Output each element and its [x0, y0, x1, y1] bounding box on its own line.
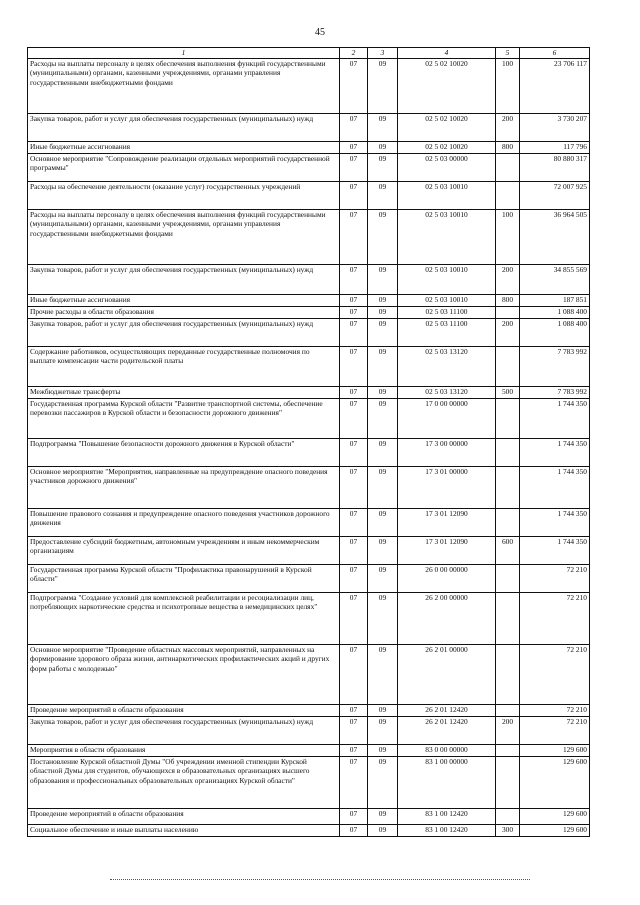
row-expense-type — [496, 509, 520, 537]
table-row — [28, 705, 590, 717]
row-name: Проведение мероприятий в области образования — [28, 705, 340, 717]
row-section: 07 — [340, 825, 368, 837]
row-expense-type — [496, 347, 520, 387]
row-name: Мероприятия в области образования — [28, 745, 340, 757]
row-target-article: 83 0 00 00000 — [398, 745, 496, 757]
row-amount: 72 210 — [520, 705, 590, 717]
row-expense-type — [496, 182, 520, 210]
row-section: 07 — [340, 319, 368, 347]
row-expense-type — [496, 399, 520, 439]
row-section: 07 — [340, 387, 368, 399]
row-name: Закупка товаров, работ и услуг для обеспечения государственных (муниципальных) нужд — [28, 717, 340, 745]
row-expense-type: 600 — [496, 537, 520, 565]
row-expense-type — [496, 645, 520, 705]
row-target-article: 17 3 00 00000 — [398, 439, 496, 467]
row-subsection: 09 — [368, 467, 398, 509]
row-section: 07 — [340, 399, 368, 439]
row-subsection: 09 — [368, 399, 398, 439]
row-amount: 72 007 925 — [520, 182, 590, 210]
row-section: 07 — [340, 809, 368, 825]
row-amount: 72 210 — [520, 717, 590, 745]
row-expense-type: 200 — [496, 265, 520, 295]
row-section: 07 — [340, 537, 368, 565]
row-target-article: 26 2 01 00000 — [398, 645, 496, 705]
row-expense-type — [496, 154, 520, 182]
row-name: Межбюджетные трансферты — [28, 387, 340, 399]
row-expense-type — [496, 809, 520, 825]
row-subsection: 09 — [368, 565, 398, 593]
row-target-article: 02 5 03 13120 — [398, 387, 496, 399]
row-section: 07 — [340, 593, 368, 645]
row-section: 07 — [340, 645, 368, 705]
row-amount: 72 210 — [520, 645, 590, 705]
row-target-article: 83 1 00 12420 — [398, 825, 496, 837]
row-subsection: 09 — [368, 142, 398, 154]
row-name: Основное мероприятие "Сопровождение реализации отдельных мероприятий государственной программы" — [28, 154, 340, 182]
row-amount: 7 783 992 — [520, 387, 590, 399]
row-subsection: 09 — [368, 265, 398, 295]
row-name: Предоставление субсидий бюджетным, автономным учреждениям и иным некоммерческим организациям — [28, 537, 340, 565]
row-section: 07 — [340, 439, 368, 467]
row-name: Прочие расходы в области образования — [28, 307, 340, 319]
row-expense-type: 800 — [496, 142, 520, 154]
row-amount: 34 855 569 — [520, 265, 590, 295]
row-target-article: 02 5 02 10020 — [398, 59, 496, 114]
table-row — [28, 347, 590, 387]
row-amount: 7 783 992 — [520, 347, 590, 387]
row-subsection: 09 — [368, 319, 398, 347]
row-subsection: 09 — [368, 809, 398, 825]
row-subsection: 09 — [368, 439, 398, 467]
budget-table — [27, 47, 590, 837]
table-row — [28, 154, 590, 182]
column-number-row — [28, 48, 590, 59]
table-row — [28, 717, 590, 745]
row-target-article: 02 5 03 11100 — [398, 307, 496, 319]
row-expense-type: 800 — [496, 295, 520, 307]
row-name: Расходы на выплаты персоналу в целях обеспечения выполнения функций государственными (муниципальными) органами, казенными учреждениями, органами управления государственными внебюджетными фондами — [28, 210, 340, 265]
row-target-article: 17 3 01 12090 — [398, 509, 496, 537]
row-expense-type — [496, 307, 520, 319]
row-section: 07 — [340, 210, 368, 265]
row-amount: 117 796 — [520, 142, 590, 154]
footer-dotted-line — [110, 879, 530, 880]
row-subsection: 09 — [368, 154, 398, 182]
table-row — [28, 387, 590, 399]
row-expense-type: 300 — [496, 825, 520, 837]
row-expense-type: 100 — [496, 59, 520, 114]
row-section: 07 — [340, 265, 368, 295]
row-name: Иные бюджетные ассигнования — [28, 142, 340, 154]
row-name: Иные бюджетные ассигнования — [28, 295, 340, 307]
row-target-article: 26 2 01 12420 — [398, 717, 496, 745]
row-amount: 1 088 400 — [520, 319, 590, 347]
table-row — [28, 645, 590, 705]
row-target-article: 02 5 02 10020 — [398, 142, 496, 154]
table-row — [28, 825, 590, 837]
row-expense-type — [496, 565, 520, 593]
row-target-article: 02 5 03 10010 — [398, 295, 496, 307]
row-subsection: 09 — [368, 307, 398, 319]
row-amount: 129 600 — [520, 825, 590, 837]
row-amount: 1 088 400 — [520, 307, 590, 319]
column-number: 4 — [398, 48, 496, 59]
row-name: Расходы на обеспечение деятельности (оказание услуг) государственных учреждений — [28, 182, 340, 210]
table-row — [28, 295, 590, 307]
row-section: 07 — [340, 347, 368, 387]
row-expense-type — [496, 745, 520, 757]
row-name: Постановление Курской областной Думы "Об учреждении именной стипендии Курской областной Думы для студентов, обучающихся в образовательных организациях высшего образования и профессиональных образовательных организациях Курской области" — [28, 757, 340, 809]
row-name: Государственная программа Курской области "Профилактика правонарушений в Курской области" — [28, 565, 340, 593]
row-amount: 1 744 350 — [520, 509, 590, 537]
table-row — [28, 265, 590, 295]
row-subsection: 09 — [368, 509, 398, 537]
row-name: Закупка товаров, работ и услуг для обеспечения государственных (муниципальных) нужд — [28, 265, 340, 295]
row-expense-type — [496, 757, 520, 809]
table-row — [28, 210, 590, 265]
row-subsection: 09 — [368, 757, 398, 809]
column-number: 1 — [28, 48, 340, 59]
row-target-article: 26 2 00 00000 — [398, 593, 496, 645]
table-row — [28, 307, 590, 319]
row-section: 07 — [340, 757, 368, 809]
column-number: 5 — [496, 48, 520, 59]
row-target-article: 02 5 03 11100 — [398, 319, 496, 347]
row-amount: 36 964 505 — [520, 210, 590, 265]
row-subsection: 09 — [368, 537, 398, 565]
table-row — [28, 439, 590, 467]
row-name: Проведение мероприятий в области образования — [28, 809, 340, 825]
row-target-article: 02 5 03 10010 — [398, 210, 496, 265]
row-amount: 23 706 117 — [520, 59, 590, 114]
row-target-article: 02 5 03 00000 — [398, 154, 496, 182]
table-row — [28, 114, 590, 142]
row-subsection: 09 — [368, 59, 398, 114]
row-subsection: 09 — [368, 295, 398, 307]
row-target-article: 02 5 03 10010 — [398, 182, 496, 210]
column-number: 6 — [520, 48, 590, 59]
row-name: Содержание работников, осуществляющих переданные государственные полномочия по выплате компенсации части родительской платы — [28, 347, 340, 387]
page-number: 45 — [315, 27, 325, 38]
row-target-article: 02 5 03 13120 — [398, 347, 496, 387]
row-expense-type — [496, 593, 520, 645]
row-amount: 1 744 350 — [520, 439, 590, 467]
table-row — [28, 399, 590, 439]
row-section: 07 — [340, 745, 368, 757]
row-section: 07 — [340, 154, 368, 182]
row-target-article: 02 5 03 10010 — [398, 265, 496, 295]
row-section: 07 — [340, 59, 368, 114]
row-subsection: 09 — [368, 745, 398, 757]
table-row — [28, 59, 590, 114]
row-subsection: 09 — [368, 182, 398, 210]
row-amount: 1 744 350 — [520, 537, 590, 565]
row-name: Закупка товаров, работ и услуг для обеспечения государственных (муниципальных) нужд — [28, 114, 340, 142]
row-subsection: 09 — [368, 645, 398, 705]
table-row — [28, 757, 590, 809]
table-row — [28, 809, 590, 825]
row-expense-type: 200 — [496, 717, 520, 745]
table-row — [28, 537, 590, 565]
row-amount: 129 600 — [520, 757, 590, 809]
row-name: Повышение правового сознания и предупреждение опасного поведения участников дорожного движения — [28, 509, 340, 537]
row-expense-type: 500 — [496, 387, 520, 399]
row-target-article: 83 1 00 00000 — [398, 757, 496, 809]
table-row — [28, 565, 590, 593]
row-name: Закупка товаров, работ и услуг для обеспечения государственных (муниципальных) нужд — [28, 319, 340, 347]
row-amount: 3 730 207 — [520, 114, 590, 142]
row-target-article: 02 5 02 10020 — [398, 114, 496, 142]
row-expense-type — [496, 439, 520, 467]
row-amount: 80 880 317 — [520, 154, 590, 182]
row-name: Подпрограмма "Создание условий для комплексной реабилитации и ресоциализации лиц, потребляющих наркотические средства и психотропные вещества в немедицинских целях" — [28, 593, 340, 645]
row-amount: 187 851 — [520, 295, 590, 307]
row-section: 07 — [340, 467, 368, 509]
row-section: 07 — [340, 295, 368, 307]
table-row — [28, 319, 590, 347]
row-subsection: 09 — [368, 705, 398, 717]
row-expense-type: 200 — [496, 319, 520, 347]
row-subsection: 09 — [368, 717, 398, 745]
row-section: 07 — [340, 307, 368, 319]
row-amount: 129 600 — [520, 745, 590, 757]
row-target-article: 17 3 01 12090 — [398, 537, 496, 565]
row-subsection: 09 — [368, 347, 398, 387]
column-number: 2 — [340, 48, 368, 59]
row-target-article: 17 0 00 00000 — [398, 399, 496, 439]
row-target-article: 26 0 00 00000 — [398, 565, 496, 593]
row-amount: 129 600 — [520, 809, 590, 825]
row-subsection: 09 — [368, 114, 398, 142]
row-target-article: 83 1 00 12420 — [398, 809, 496, 825]
row-expense-type: 100 — [496, 210, 520, 265]
row-subsection: 09 — [368, 825, 398, 837]
row-name: Подпрограмма "Повышение безопасности дорожного движения в Курской области" — [28, 439, 340, 467]
table-row — [28, 142, 590, 154]
row-subsection: 09 — [368, 593, 398, 645]
row-section: 07 — [340, 509, 368, 537]
row-section: 07 — [340, 717, 368, 745]
column-number: 3 — [368, 48, 398, 59]
row-expense-type — [496, 705, 520, 717]
row-target-article: 26 2 01 12420 — [398, 705, 496, 717]
row-subsection: 09 — [368, 210, 398, 265]
row-name: Основное мероприятие "Мероприятия, направленные на предупреждение опасного поведения участников дорожного движения" — [28, 467, 340, 509]
row-target-article: 17 3 01 00000 — [398, 467, 496, 509]
row-amount: 1 744 350 — [520, 399, 590, 439]
row-amount: 1 744 350 — [520, 467, 590, 509]
row-name: Расходы на выплаты персоналу в целях обеспечения выполнения функций государственными (муниципальными) органами, казенными учреждениями, органами управления государственными внебюджетными фондами — [28, 59, 340, 114]
table-row — [28, 467, 590, 509]
row-expense-type — [496, 467, 520, 509]
table-row — [28, 182, 590, 210]
table-row — [28, 593, 590, 645]
row-subsection: 09 — [368, 387, 398, 399]
row-name: Государственная программа Курской области "Развитие транспортной системы, обеспечение перевозки пассажиров в Курской области и безопасности дорожного движения" — [28, 399, 340, 439]
row-name: Основное мероприятие "Проведение областных массовых мероприятий, направленных на формирование здорового образа жизни, антинаркотических профилактических акций и других форм работы с молодежью" — [28, 645, 340, 705]
row-amount: 72 210 — [520, 565, 590, 593]
row-amount: 72 210 — [520, 593, 590, 645]
row-name: Социальное обеспечение и иные выплаты населению — [28, 825, 340, 837]
row-section: 07 — [340, 142, 368, 154]
row-section: 07 — [340, 705, 368, 717]
row-section: 07 — [340, 114, 368, 142]
row-section: 07 — [340, 565, 368, 593]
row-section: 07 — [340, 182, 368, 210]
row-expense-type: 200 — [496, 114, 520, 142]
table-row — [28, 745, 590, 757]
table-row — [28, 509, 590, 537]
table-body — [28, 59, 590, 837]
